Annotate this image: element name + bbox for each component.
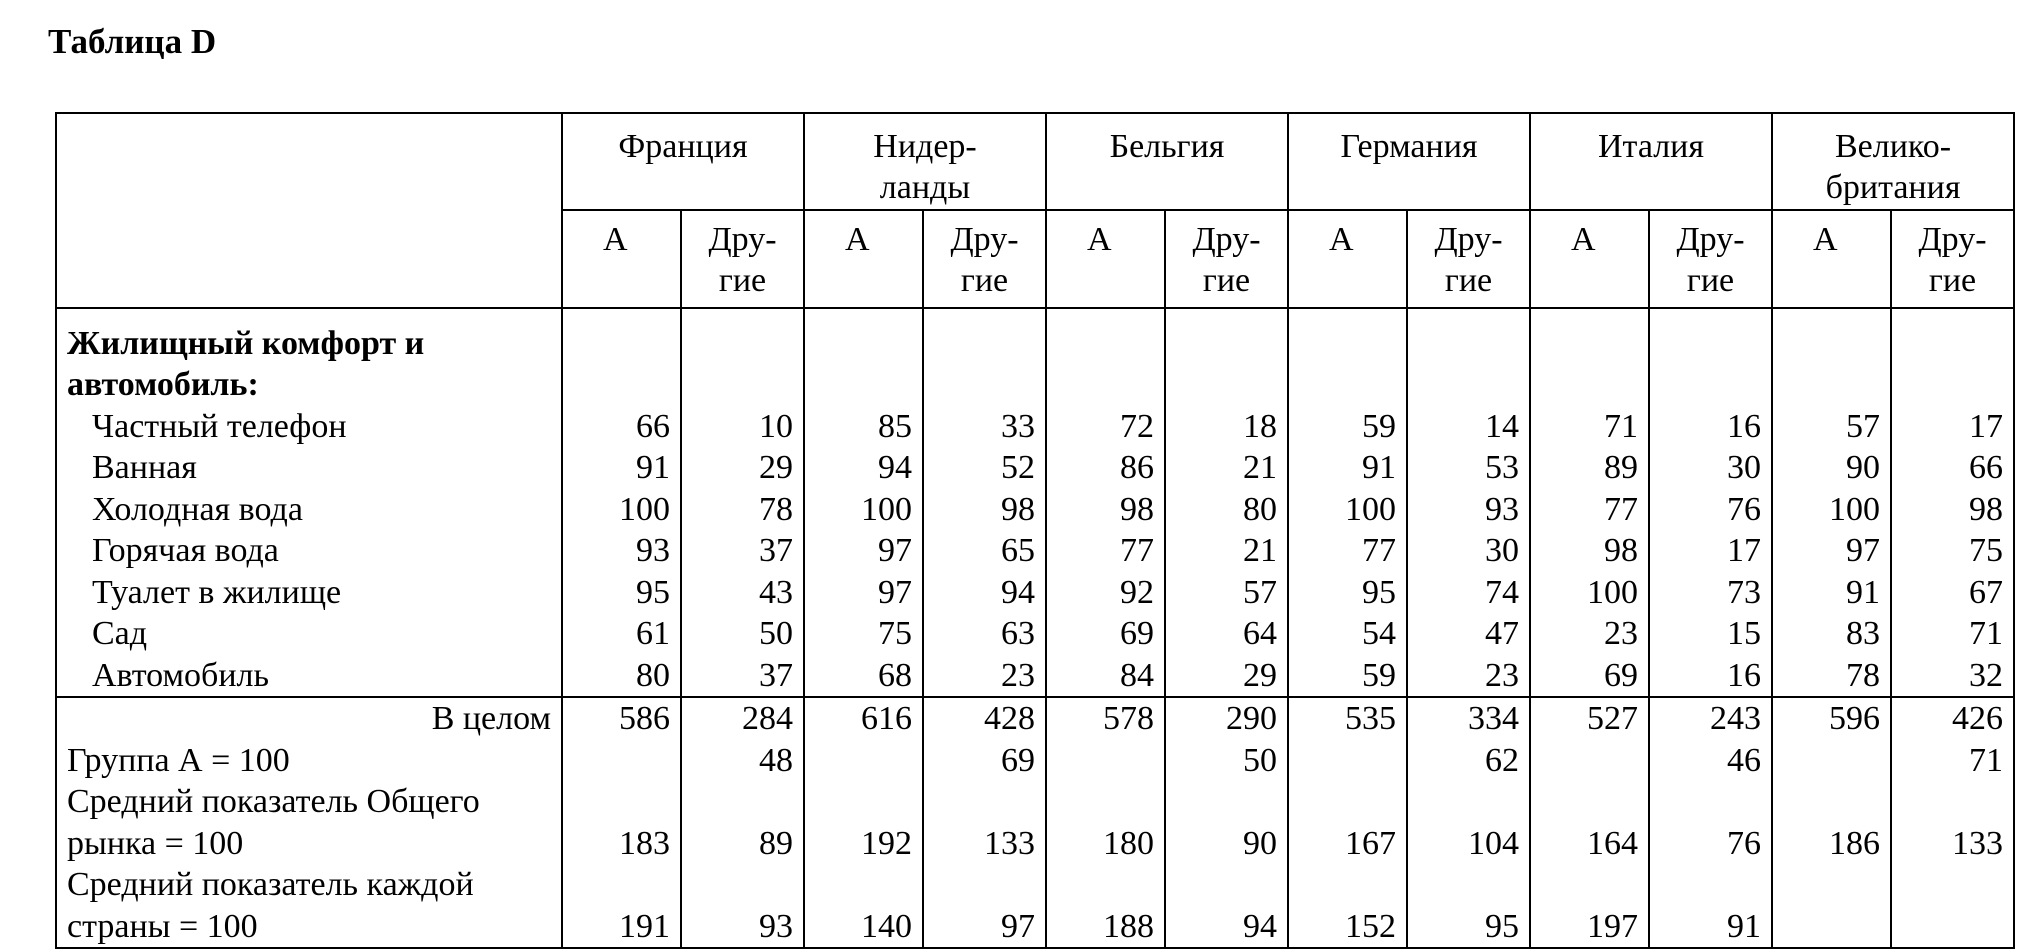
table-cell: 23 bbox=[1407, 655, 1530, 697]
subheader-other: Дру- гие bbox=[1891, 210, 2014, 308]
table-cell: 61 bbox=[562, 613, 681, 654]
table-row bbox=[56, 406, 2014, 447]
index-cell bbox=[804, 740, 923, 781]
table-cell: 76 bbox=[1649, 489, 1772, 530]
subheader-a: А bbox=[1772, 210, 1891, 308]
country-header: Нидер- ланды bbox=[804, 113, 1046, 210]
table-cell: 71 bbox=[1530, 406, 1649, 447]
table-cell: 32 bbox=[1891, 655, 2014, 697]
table-cell: 89 bbox=[1530, 447, 1649, 488]
table-cell: 37 bbox=[681, 530, 804, 571]
table-row bbox=[56, 572, 2014, 613]
subheader-a: А bbox=[1288, 210, 1407, 308]
table-cell: 95 bbox=[562, 572, 681, 613]
table-cell: 57 bbox=[1772, 406, 1891, 447]
table-cell: 86 bbox=[1046, 447, 1165, 488]
table-cell: 78 bbox=[1772, 655, 1891, 697]
table-cell: 17 bbox=[1649, 530, 1772, 571]
country-header: Велико- британия bbox=[1772, 113, 2014, 210]
total-cell: 334 bbox=[1407, 697, 1530, 739]
table-cell: 69 bbox=[1046, 613, 1165, 654]
total-cell: 535 bbox=[1288, 697, 1407, 739]
table-cell: 100 bbox=[1288, 489, 1407, 530]
table-cell: 75 bbox=[804, 613, 923, 654]
country-header: Франция bbox=[562, 113, 804, 210]
country-header-row bbox=[56, 113, 2014, 210]
row-label: Туалет в жилище bbox=[56, 572, 562, 613]
index-cell bbox=[1046, 740, 1165, 781]
table-cell: 53 bbox=[1407, 447, 1530, 488]
index-cell: 90 bbox=[1165, 781, 1288, 864]
table-cell: 66 bbox=[562, 406, 681, 447]
table-cell: 29 bbox=[681, 447, 804, 488]
subheader-a: А bbox=[562, 210, 681, 308]
corner-cell bbox=[56, 113, 562, 308]
subheader-a: А bbox=[804, 210, 923, 308]
section-title: Жилищный комфорт и автомобиль: bbox=[56, 308, 562, 406]
table-cell: 97 bbox=[1772, 530, 1891, 571]
subheader-other: Дру- гие bbox=[1165, 210, 1288, 308]
comparison-table bbox=[55, 112, 2015, 949]
table-cell: 74 bbox=[1407, 572, 1530, 613]
group-a-label: Группа А = 100 bbox=[56, 740, 562, 781]
table-cell: 90 bbox=[1772, 447, 1891, 488]
table-cell: 33 bbox=[923, 406, 1046, 447]
table-cell: 68 bbox=[804, 655, 923, 697]
table-cell: 98 bbox=[1891, 489, 2014, 530]
subheader-other: Дру- гие bbox=[923, 210, 1046, 308]
table-cell: 97 bbox=[804, 530, 923, 571]
table-row bbox=[56, 530, 2014, 571]
table-cell: 98 bbox=[1046, 489, 1165, 530]
index-cell bbox=[1891, 864, 2014, 948]
table-cell: 93 bbox=[1407, 489, 1530, 530]
index-cell: 94 bbox=[1165, 864, 1288, 948]
index-cell bbox=[1772, 740, 1891, 781]
table-cell: 18 bbox=[1165, 406, 1288, 447]
subheader-other: Дру- гие bbox=[1649, 210, 1772, 308]
table-row bbox=[56, 489, 2014, 530]
index-cell: 104 bbox=[1407, 781, 1530, 864]
table-row bbox=[56, 447, 2014, 488]
index-cell: 192 bbox=[804, 781, 923, 864]
table-row bbox=[56, 613, 2014, 654]
table-cell: 100 bbox=[1772, 489, 1891, 530]
index-cell: 71 bbox=[1891, 740, 2014, 781]
section-row bbox=[56, 308, 2014, 406]
table-cell: 69 bbox=[1530, 655, 1649, 697]
table-cell: 23 bbox=[923, 655, 1046, 697]
country-average-label: Средний показатель каждой страны = 100 bbox=[56, 864, 562, 948]
index-cell: 50 bbox=[1165, 740, 1288, 781]
table-cell: 77 bbox=[1046, 530, 1165, 571]
subheader-other: Дру- гие bbox=[681, 210, 804, 308]
subheader-a: А bbox=[1046, 210, 1165, 308]
index-cell: 152 bbox=[1288, 864, 1407, 948]
table-cell: 77 bbox=[1288, 530, 1407, 571]
table-cell: 21 bbox=[1165, 447, 1288, 488]
index-cell: 197 bbox=[1530, 864, 1649, 948]
row-label: Автомобиль bbox=[56, 655, 562, 697]
index-cell: 167 bbox=[1288, 781, 1407, 864]
table-cell: 98 bbox=[923, 489, 1046, 530]
table-cell: 59 bbox=[1288, 406, 1407, 447]
common-market-row bbox=[56, 781, 2014, 864]
index-cell: 180 bbox=[1046, 781, 1165, 864]
table-cell: 65 bbox=[923, 530, 1046, 571]
table-cell: 83 bbox=[1772, 613, 1891, 654]
table-cell: 75 bbox=[1891, 530, 2014, 571]
table-cell: 54 bbox=[1288, 613, 1407, 654]
totals-row bbox=[56, 697, 2014, 739]
country-header: Бельгия bbox=[1046, 113, 1288, 210]
table-cell: 91 bbox=[1772, 572, 1891, 613]
index-cell bbox=[562, 740, 681, 781]
index-cell: 133 bbox=[1891, 781, 2014, 864]
table-title: Таблица D bbox=[48, 22, 217, 61]
table-cell: 37 bbox=[681, 655, 804, 697]
table-cell: 57 bbox=[1165, 572, 1288, 613]
total-cell: 426 bbox=[1891, 697, 2014, 739]
table-cell: 63 bbox=[923, 613, 1046, 654]
table-cell: 16 bbox=[1649, 655, 1772, 697]
table-cell: 91 bbox=[1288, 447, 1407, 488]
table-cell: 95 bbox=[1288, 572, 1407, 613]
table-cell: 84 bbox=[1046, 655, 1165, 697]
index-cell: 93 bbox=[681, 864, 804, 948]
total-cell: 616 bbox=[804, 697, 923, 739]
index-cell: 69 bbox=[923, 740, 1046, 781]
index-cell: 48 bbox=[681, 740, 804, 781]
table-cell: 100 bbox=[804, 489, 923, 530]
country-average-row bbox=[56, 864, 2014, 948]
row-label: Холодная вода bbox=[56, 489, 562, 530]
row-label: Сад bbox=[56, 613, 562, 654]
subheader-other: Дру- гие bbox=[1407, 210, 1530, 308]
index-cell: 89 bbox=[681, 781, 804, 864]
table-cell: 29 bbox=[1165, 655, 1288, 697]
table-cell: 94 bbox=[804, 447, 923, 488]
table-cell: 59 bbox=[1288, 655, 1407, 697]
table-cell: 50 bbox=[681, 613, 804, 654]
total-cell: 527 bbox=[1530, 697, 1649, 739]
index-cell: 46 bbox=[1649, 740, 1772, 781]
table-cell: 85 bbox=[804, 406, 923, 447]
table-cell: 93 bbox=[562, 530, 681, 571]
table-cell: 80 bbox=[1165, 489, 1288, 530]
total-cell: 243 bbox=[1649, 697, 1772, 739]
subheader-a: А bbox=[1530, 210, 1649, 308]
table-cell: 43 bbox=[681, 572, 804, 613]
table-cell: 21 bbox=[1165, 530, 1288, 571]
table-cell: 16 bbox=[1649, 406, 1772, 447]
table-cell: 47 bbox=[1407, 613, 1530, 654]
row-label: Частный телефон bbox=[56, 406, 562, 447]
table-cell: 64 bbox=[1165, 613, 1288, 654]
table-cell: 30 bbox=[1407, 530, 1530, 571]
row-label: Горячая вода bbox=[56, 530, 562, 571]
table-cell: 15 bbox=[1649, 613, 1772, 654]
table-cell: 66 bbox=[1891, 447, 2014, 488]
table-cell: 77 bbox=[1530, 489, 1649, 530]
table-cell: 30 bbox=[1649, 447, 1772, 488]
table-cell: 100 bbox=[562, 489, 681, 530]
table-cell: 67 bbox=[1891, 572, 2014, 613]
table-cell: 17 bbox=[1891, 406, 2014, 447]
table-cell: 98 bbox=[1530, 530, 1649, 571]
index-cell: 186 bbox=[1772, 781, 1891, 864]
table-cell: 73 bbox=[1649, 572, 1772, 613]
index-cell bbox=[1772, 864, 1891, 948]
table-cell: 71 bbox=[1891, 613, 2014, 654]
country-header: Италия bbox=[1530, 113, 1772, 210]
total-cell: 596 bbox=[1772, 697, 1891, 739]
total-cell: 578 bbox=[1046, 697, 1165, 739]
index-cell: 140 bbox=[804, 864, 923, 948]
table-cell: 52 bbox=[923, 447, 1046, 488]
table-row bbox=[56, 655, 2014, 697]
index-cell: 188 bbox=[1046, 864, 1165, 948]
common-market-label: Средний показатель Общего рынка = 100 bbox=[56, 781, 562, 864]
index-cell: 164 bbox=[1530, 781, 1649, 864]
table-cell: 14 bbox=[1407, 406, 1530, 447]
row-label: Ванная bbox=[56, 447, 562, 488]
index-cell: 183 bbox=[562, 781, 681, 864]
table-cell: 23 bbox=[1530, 613, 1649, 654]
group-a-row bbox=[56, 740, 2014, 781]
index-cell: 76 bbox=[1649, 781, 1772, 864]
index-cell: 133 bbox=[923, 781, 1046, 864]
table-cell: 91 bbox=[562, 447, 681, 488]
total-cell: 586 bbox=[562, 697, 681, 739]
table-cell: 97 bbox=[804, 572, 923, 613]
totals-label: В целом bbox=[56, 697, 562, 739]
index-cell bbox=[1530, 740, 1649, 781]
table-cell: 10 bbox=[681, 406, 804, 447]
index-cell: 91 bbox=[1649, 864, 1772, 948]
index-cell: 97 bbox=[923, 864, 1046, 948]
table-cell: 72 bbox=[1046, 406, 1165, 447]
table-cell: 100 bbox=[1530, 572, 1649, 613]
table-cell: 78 bbox=[681, 489, 804, 530]
total-cell: 284 bbox=[681, 697, 804, 739]
table-cell: 92 bbox=[1046, 572, 1165, 613]
index-cell: 191 bbox=[562, 864, 681, 948]
country-header: Германия bbox=[1288, 113, 1530, 210]
total-cell: 290 bbox=[1165, 697, 1288, 739]
index-cell: 62 bbox=[1407, 740, 1530, 781]
index-cell: 95 bbox=[1407, 864, 1530, 948]
table-cell: 80 bbox=[562, 655, 681, 697]
index-cell bbox=[1288, 740, 1407, 781]
table-cell: 94 bbox=[923, 572, 1046, 613]
total-cell: 428 bbox=[923, 697, 1046, 739]
